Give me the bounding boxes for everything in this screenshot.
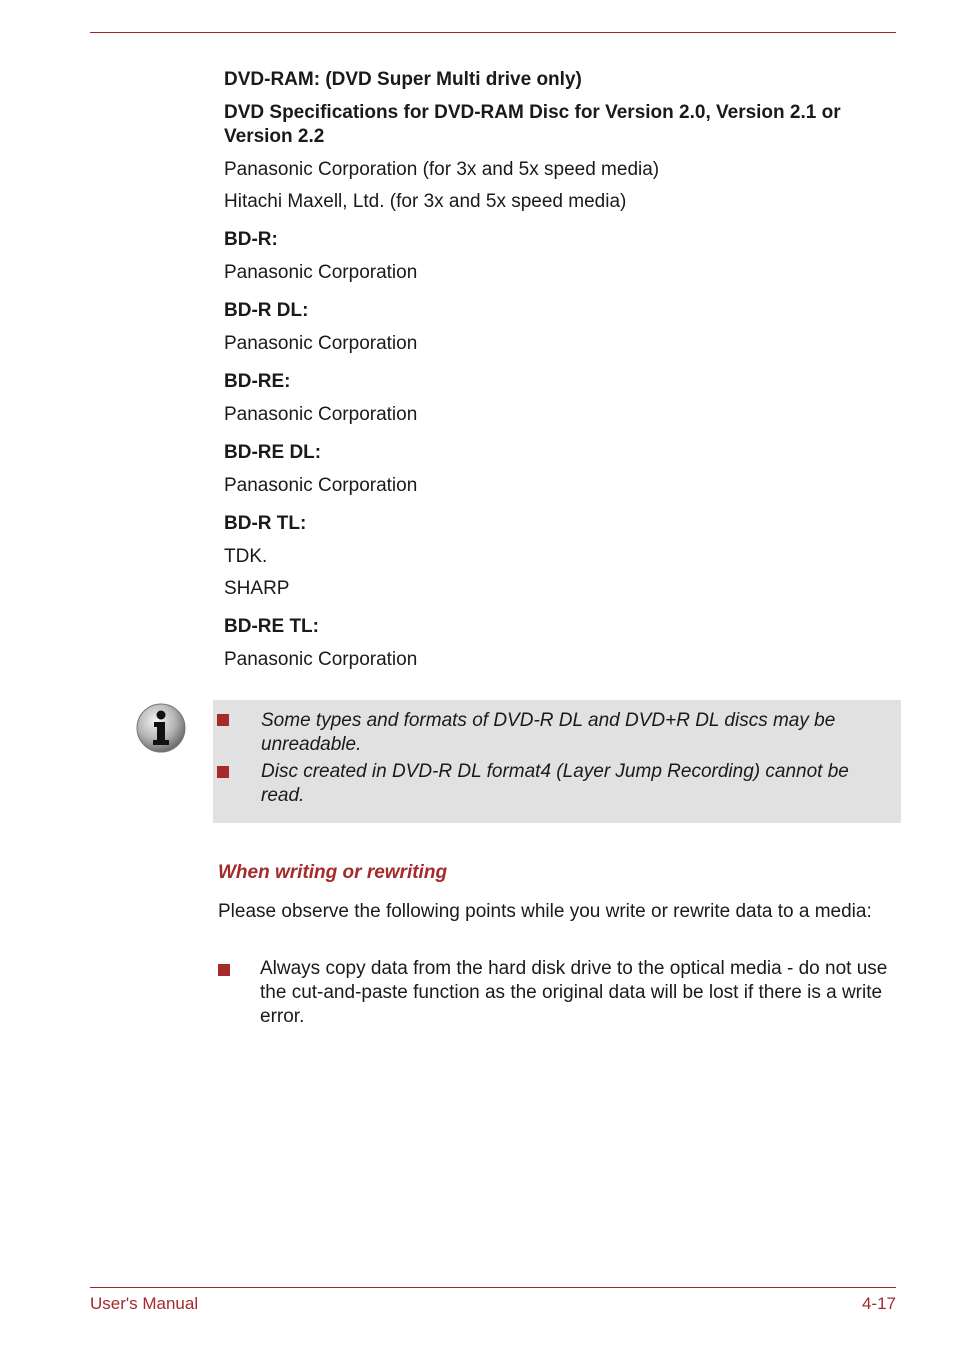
section-title: When writing or rewriting [218,862,448,883]
dvdram-vendor-1: Panasonic Corporation (for 3x and 5x speed media) [224,159,660,180]
footer-title: User's Manual [90,1294,199,1313]
note-text: Disc created in DVD-R DL format4 (Layer Jump Recording) cannot be read. [261,761,849,806]
bullet-square-icon [217,766,229,778]
bdrdl-vendor: Panasonic Corporation [224,333,418,354]
bdrdl-heading: BD-R DL: [224,300,309,321]
dvdram-vendor-2: Hitachi Maxell, Ltd. (for 3x and 5x speed media) [224,191,627,212]
note-text: Some types and formats of DVD-R DL and DVD+R DL discs may be unreadable. [261,710,836,755]
footer-rule [90,1287,896,1288]
bullet-square-icon [217,714,229,726]
bdr-vendor: Panasonic Corporation [224,262,418,283]
bdre-vendor: Panasonic Corporation [224,404,418,425]
bdretl-vendor: Panasonic Corporation [224,649,418,670]
bdredl-vendor: Panasonic Corporation [224,475,418,496]
bullet-square-icon [218,964,230,976]
bdrtl-vendor-2: SHARP [224,578,290,599]
bdr-heading: BD-R: [224,229,278,250]
section-intro: Please observe the following points while you write or rewrite data to a media: [218,901,872,922]
dvdram-spec-heading: DVD Specifications for DVD-RAM Disc for Version 2.0, Version 2.1 or Version 2.2 [224,102,841,147]
bdre-heading: BD-RE: [224,371,291,392]
bdredl-heading: BD-RE DL: [224,442,322,463]
header-rule [90,32,896,33]
bdrtl-vendor-1: TDK. [224,546,268,567]
bdrtl-heading: BD-R TL: [224,513,307,534]
spec-content [224,68,904,680]
bdretl-heading: BD-RE TL: [224,616,319,637]
list-item-text: Always copy data from the hard disk drive to the optical media - do not use the cut-and-paste function as the original data will be lost if there is a write error. [260,958,888,1027]
info-icon [135,702,187,754]
note-box [213,700,901,823]
page-number: 4-17 [861,1294,896,1313]
dvdram-heading: DVD-RAM: (DVD Super Multi drive only) [224,69,582,90]
